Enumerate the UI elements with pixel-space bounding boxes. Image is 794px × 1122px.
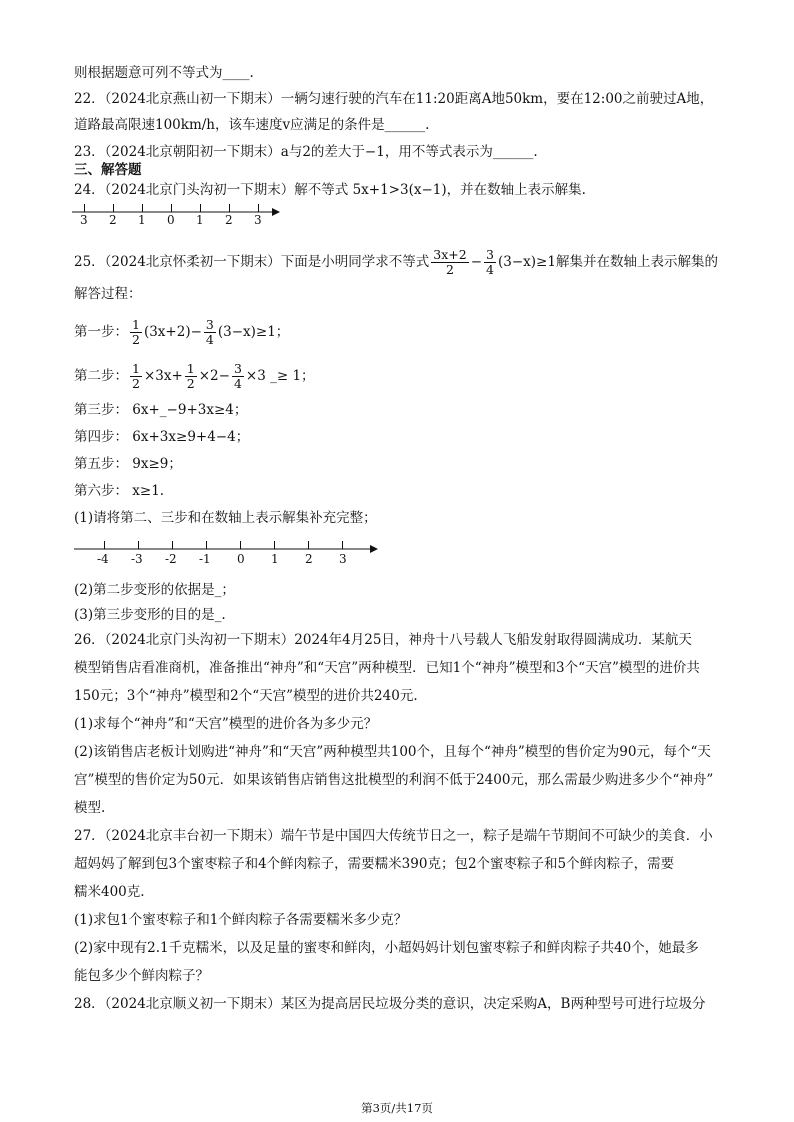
frac-num: 3: [233, 361, 242, 376]
tick-label: 0: [167, 213, 175, 227]
step-expr: ×3 _≥ 1；: [245, 368, 315, 384]
q26-part2-line1: (2)该销售店老板计划购进“神舟”和“天宫”两种模型共100个，且每个“神舟”模型的售价定为90元，每个“天: [74, 744, 711, 760]
q26-part1: (1)求每个“神舟”和“天宫”模型的进价各为多少元？: [74, 716, 378, 732]
number-line-q25-ticks: [74, 540, 384, 570]
frac-num: 3: [205, 317, 214, 332]
step-expr: (3x+2)−: [143, 324, 202, 340]
tick-label: 2: [305, 552, 313, 566]
q27-line3: 糯米400克.: [74, 884, 145, 900]
step2: [74, 362, 315, 391]
tick-label: -1: [199, 552, 211, 566]
q26-part2-line3: 模型.: [74, 800, 106, 816]
tick-label: 1: [138, 213, 146, 227]
step4: 第四步： 6x+3x≥9+4−4；: [74, 429, 250, 445]
q28-line1: 28．（2024北京顺义初一下期末）某区为提高居民垃圾分类的意识，决定采购A，B两种型号可进行垃圾分: [74, 996, 706, 1012]
q27-line1: 27．（2024北京丰台初一下期末）端午节是中国四大传统节日之一，粽子是端午节期间不可缺少的美食．小: [74, 828, 713, 844]
tick-label: -3: [131, 552, 143, 566]
tick-label: 0: [237, 552, 245, 566]
frac-num: 3: [486, 247, 494, 262]
q26-line3: 150元；3个“神舟”模型和2个“天宫”模型的进价共240元.: [74, 688, 418, 704]
q27-line2: 超妈妈了解到包3个蜜枣粽子和4个鲜肉粽子，需要糯米390克；包2个蜜枣粽子和5个鲜肉粽子，需要: [74, 856, 675, 872]
q25-line2: 解答过程：: [74, 286, 142, 302]
step3: 第三步： 6x+_−9+3x≥4；: [74, 402, 248, 418]
frac-num: 1: [132, 361, 140, 376]
frac-num: 3x+2: [433, 247, 467, 262]
step-expr: ×3x+: [143, 368, 183, 384]
step-label: 第一步：: [74, 324, 128, 340]
frac-den: 2: [132, 332, 140, 347]
q25-suffix: (3−x)≥1解集并在数轴上表示解集的: [498, 254, 718, 270]
frac-den: 4: [205, 332, 214, 347]
step-label: 第二步：: [74, 368, 128, 384]
frac-den: 2: [446, 262, 454, 277]
q21-tail: 则根据题意可列不等式为____.: [74, 65, 254, 81]
frac-num: 1: [186, 361, 195, 376]
frac-den: 4: [486, 262, 494, 277]
page-footer: 第3页/共17页: [361, 1101, 433, 1115]
q27-part2-line1: (2)家中现有2.1千克糯米，以及足量的蜜枣和鲜肉，小超妈妈计划包蜜枣粽子和鲜肉粽子共40个，她最多: [74, 940, 699, 956]
q26-line2: 模型销售店看准商机，准备推出“神舟”和“天宫”两种模型．已知1个“神舟”模型和3个“天宫”模型的进价共: [74, 660, 700, 676]
tick-label: 1: [196, 213, 204, 227]
tick-label: 1: [271, 552, 279, 566]
q24-line: 24．（2024北京门头沟初一下期末）解不等式 5x+1>3(x−1)，并在数轴上表示解集.: [74, 182, 586, 198]
frac-den: 4: [233, 376, 242, 391]
tick-label: 3: [254, 213, 262, 227]
frac-den: 2: [186, 376, 195, 391]
step1: [74, 318, 289, 347]
section-heading: 三、解答题: [74, 162, 142, 178]
q26-part2-line2: 宫”模型的售价定为50元．如果该销售店销售这批模型的利润不低于2400元，那么需最少购进多少个“神舟”: [74, 772, 714, 788]
number-line-q24-ticks: [72, 204, 292, 232]
step5: 第五步： 9x≥9；: [74, 456, 182, 472]
q25-line1: 25．（2024北京怀柔初一下期末）下面是小明同学求不等式 $\frac{3x+2}{2}$ − $\frac{3}{4}$ (3−x)≥1解集并在数轴上表示解集的: [74, 247, 718, 277]
tick-label: 3: [339, 552, 347, 566]
q25-part3: (3)第三步变形的目的是_.: [74, 607, 226, 623]
q27-part2-line2: 能包多少个鲜肉粽子？: [74, 968, 209, 984]
q22-line1: 22．（2024北京燕山初一下期末）一辆匀速行驶的汽车在11:20距离A地50km，要在12:00之前驶过A地，: [74, 91, 714, 107]
step-expr: (3−x)≥1；: [217, 324, 290, 340]
q23-line: 23．（2024北京朝阳初一下期末）a与2的差大于−1，用不等式表示为______.: [74, 144, 538, 160]
q27-part1: (1)求包1个蜜枣粽子和1个鲜肉粽子各需要糯米多少克？: [74, 912, 408, 928]
tick-label: 3: [80, 213, 88, 227]
step-expr: ×2−: [198, 368, 230, 384]
tick-label: -2: [165, 552, 177, 566]
tick-label: 2: [109, 213, 117, 227]
q26-line1: 26．（2024北京门头沟初一下期末）2024年4月25日，神舟十八号载人飞船发射取得圆满成功．某航天: [74, 632, 692, 648]
q25-part1: (1)请将第二、三步和在数轴上表示解集补充完整；: [74, 510, 377, 526]
q22-line2: 道路最高限速100km/h，该车速度v应满足的条件是______.: [74, 117, 430, 133]
step6: 第六步： x≥1.: [74, 483, 165, 499]
tick-label: 2: [225, 213, 233, 227]
frac-den: 2: [132, 376, 140, 391]
frac-num: 1: [132, 317, 140, 332]
tick-label: -4: [97, 552, 109, 566]
q25-prefix: 25．（2024北京怀柔初一下期末）下面是小明同学求不等式: [74, 254, 430, 270]
q25-part2: (2)第二步变形的依据是_；: [74, 582, 235, 598]
